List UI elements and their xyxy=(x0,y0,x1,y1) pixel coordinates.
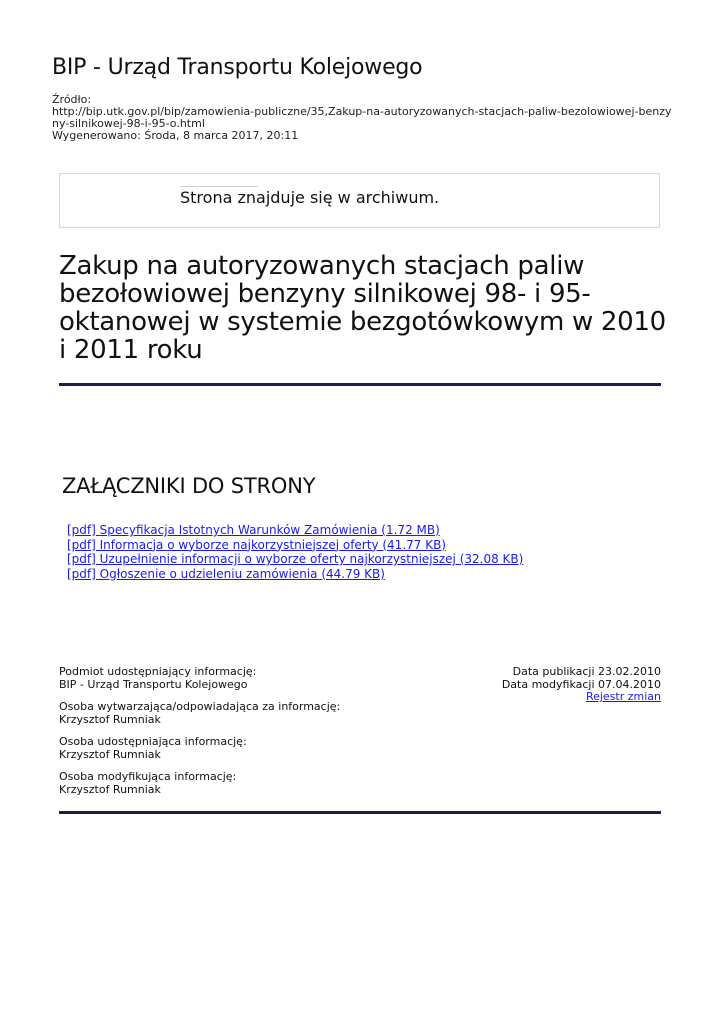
modification-date: Data modyfikacji 07.04.2010 xyxy=(501,677,661,691)
provider-label: Podmiot udostępniający informację: xyxy=(59,665,257,678)
archive-notice: Strona znajduje się w archiwum. xyxy=(180,188,440,207)
attachment-link[interactable]: [pdf] Ogłoszenie o udzieleniu zamówienia (44.79 KB) xyxy=(67,566,385,581)
generated-timestamp: Wygenerowano: Środa, 8 marca 2017, 20:11 xyxy=(52,129,299,142)
changelog-link[interactable]: Rejestr zmian xyxy=(585,690,661,703)
archive-divider xyxy=(180,186,258,187)
footer-info xyxy=(59,666,340,806)
footer-divider xyxy=(59,811,661,814)
site-title: BIP - Urząd Transportu Kolejowego xyxy=(52,55,423,80)
attachment-link[interactable]: [pdf] Informacja o wyborze najkorzystniejszej oferty (41.77 KB) xyxy=(67,537,446,552)
sharer-value: Krzysztof Rumniak xyxy=(59,747,161,761)
author-label: Osoba wytwarzająca/odpowiadająca za informację: xyxy=(59,700,341,713)
list-item xyxy=(67,523,523,538)
author-group xyxy=(59,701,340,726)
page-title: Zakup na autoryzowanych stacjach paliw bezołowiowej benzyny silnikowej 98- i 95- oktanowej w systemie bezgotówkowym w 2010 i 2011 roku xyxy=(59,251,666,365)
publication-date: Data publikacji 23.02.2010 xyxy=(512,665,661,678)
footer-dates xyxy=(502,666,661,704)
title-divider xyxy=(59,383,661,386)
attachments-heading: ZAŁĄCZNIKI DO STRONY xyxy=(62,474,316,498)
list-item xyxy=(67,538,523,553)
attachment-link[interactable]: [pdf] Uzupełnienie informacji o wyborze oferty najkorzystniejszej (32.08 KB) xyxy=(67,552,524,566)
provider-group xyxy=(59,666,340,691)
sharer-group xyxy=(59,736,340,761)
archive-notice-box xyxy=(59,173,660,228)
provider-value: BIP - Urząd Transportu Kolejowego xyxy=(59,677,248,691)
source-label: Źródło: xyxy=(52,93,92,106)
attachment-link[interactable]: [pdf] Specyfikacja Istotnych Warunków Zamówienia (1.72 MB) xyxy=(67,523,440,537)
source-url: http://bip.utk.gov.pl/bip/zamowienia-publiczne/35,Zakup-na-autoryzowanych-stacjach-paliw-bezolowiowej-benzyny-silnikowej-98-i-95-o.html xyxy=(52,105,672,130)
modifier-group xyxy=(59,771,340,796)
source-meta xyxy=(52,94,677,142)
sharer-label: Osoba udostępniająca informację: xyxy=(59,735,247,748)
attachments-list xyxy=(67,523,523,581)
list-item xyxy=(67,552,523,567)
author-value: Krzysztof Rumniak xyxy=(59,712,161,726)
modifier-value: Krzysztof Rumniak xyxy=(59,782,161,796)
list-item xyxy=(67,567,523,582)
modifier-label: Osoba modyfikująca informację: xyxy=(59,770,237,783)
